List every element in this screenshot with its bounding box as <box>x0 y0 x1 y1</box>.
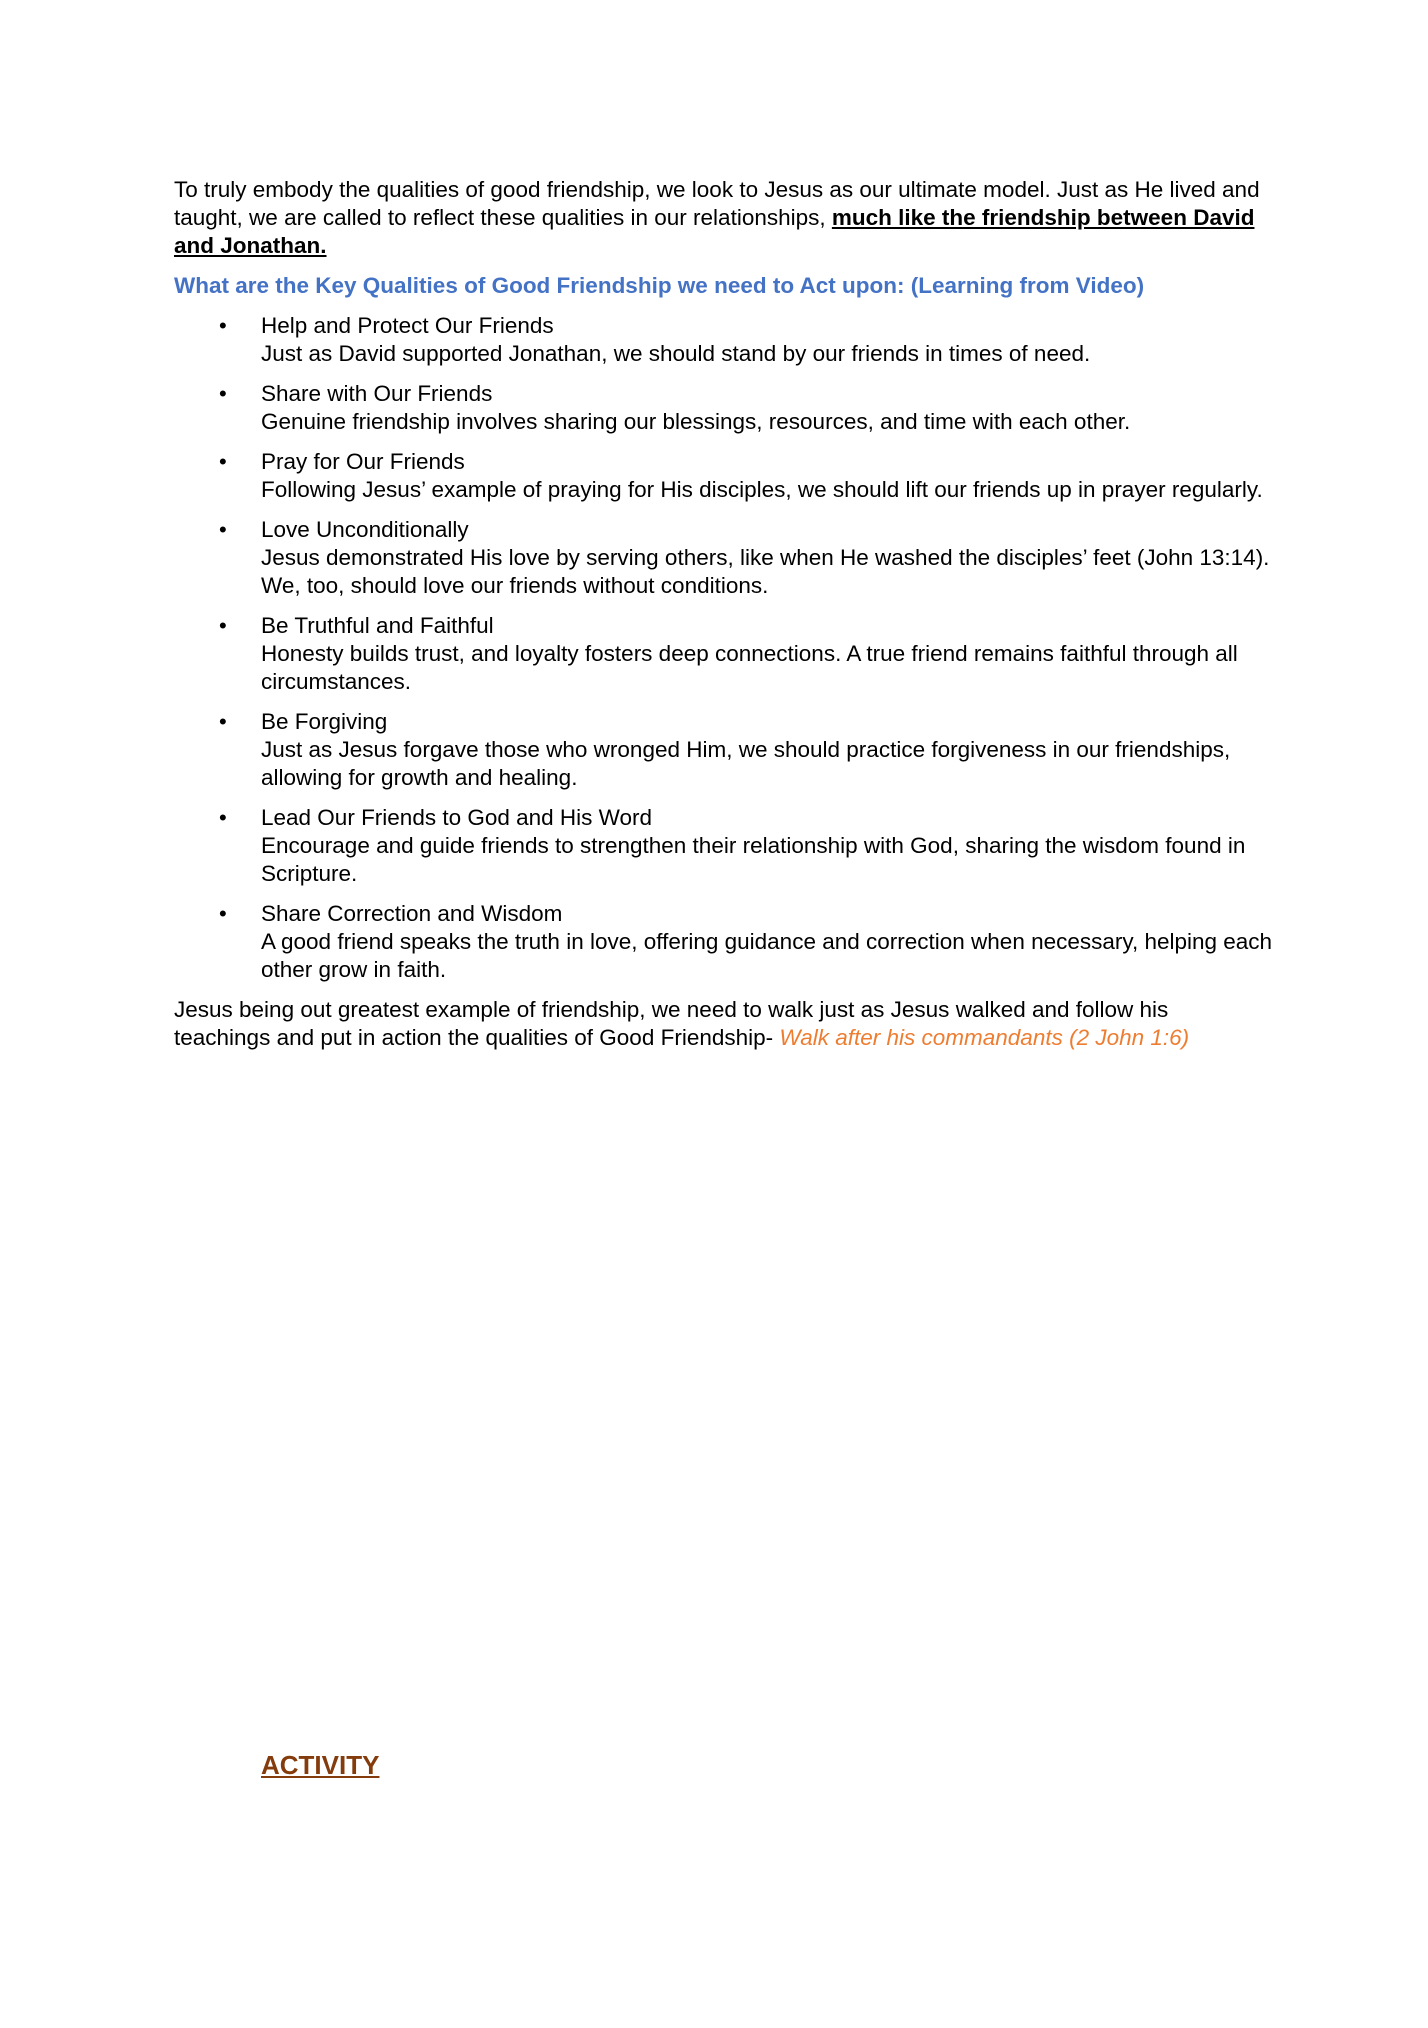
conclusion-paragraph <box>174 996 1234 1052</box>
quality-description: A good friend speaks the truth in love, offering guidance and correction when necessary, helping each other grow in faith. <box>261 929 1273 982</box>
quality-item <box>174 380 1274 436</box>
bullet-icon: • <box>219 517 227 542</box>
quality-description: Jesus demonstrated His love by serving others, like when He washed the disciples’ feet (John 13:14). We, too, should love our friends without conditions. <box>261 545 1270 598</box>
quality-description: Just as David supported Jonathan, we should stand by our friends in times of need. <box>261 341 1091 366</box>
qualities-list <box>174 312 1274 984</box>
quality-description: Honesty builds trust, and loyalty fosters deep connections. A true friend remains faithful through all circumstances. <box>261 641 1238 694</box>
quality-description: Just as Jesus forgave those who wronged Him, we should practice forgiveness in our friendships, allowing for growth and healing. <box>261 737 1231 790</box>
quality-title: Lead Our Friends to God and His Word <box>261 805 653 830</box>
quality-item <box>174 612 1274 696</box>
quality-title: Share with Our Friends <box>261 381 493 406</box>
quality-item <box>174 312 1274 368</box>
intro-emphasis: much like the friendship between David and Jonathan. <box>174 205 1255 258</box>
bullet-icon: • <box>219 709 227 734</box>
quality-item <box>174 804 1274 888</box>
qualities-heading: What are the Key Qualities of Good Friendship we need to Act upon: (Learning from Video) <box>174 273 1145 298</box>
quality-title: Share Correction and Wisdom <box>261 901 563 926</box>
quality-title: Be Forgiving <box>261 709 388 734</box>
quality-item <box>174 516 1274 600</box>
bullet-icon: • <box>219 805 227 830</box>
quality-description: Genuine friendship involves sharing our blessings, resources, and time with each other. <box>261 409 1131 434</box>
quality-description: Following Jesus’ example of praying for His disciples, we should lift our friends up in prayer regularly. <box>261 477 1263 502</box>
intro-text: To truly embody the qualities of good friendship, we look to Jesus as our ultimate model. Just as He lived and taught, we are called to reflect these qualities in our relationships, <box>174 177 1260 230</box>
bullet-icon: • <box>219 449 227 474</box>
bullet-icon: • <box>219 381 227 406</box>
quality-item <box>174 708 1274 792</box>
quality-item <box>174 900 1274 984</box>
quality-title: Love Unconditionally <box>261 517 469 542</box>
bullet-icon: • <box>219 613 227 638</box>
quality-description: Encourage and guide friends to strengthen their relationship with God, sharing the wisdom found in Scripture. <box>261 833 1246 886</box>
quality-title: Be Truthful and Faithful <box>261 613 494 638</box>
quality-item <box>174 448 1274 504</box>
quality-title: Pray for Our Friends <box>261 449 465 474</box>
page-content <box>174 176 1274 1052</box>
scripture-reference: Walk after his commandants (2 John 1:6) <box>779 1025 1190 1050</box>
quality-title: Help and Protect Our Friends <box>261 313 554 338</box>
bullet-icon: • <box>219 313 227 338</box>
conclusion-text: Jesus being out greatest example of friendship, we need to walk just as Jesus walked and follow his teachings and put in action the qualities of Good Friendship- <box>174 997 1169 1050</box>
intro-paragraph <box>174 176 1272 260</box>
activity-heading: ACTIVITY <box>261 1750 380 1780</box>
bullet-icon: • <box>219 901 227 926</box>
